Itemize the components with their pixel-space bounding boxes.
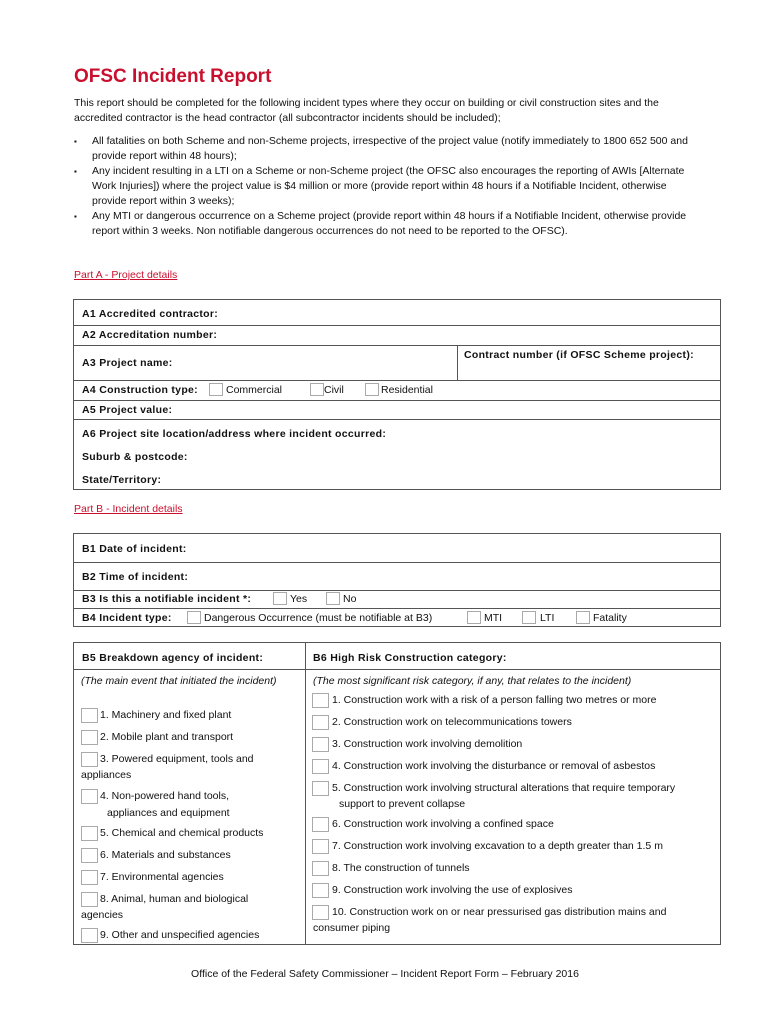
- b5-checkbox-3[interactable]: [81, 752, 98, 767]
- incident-type-list: [74, 134, 699, 239]
- b6-item-10: 10. Construction work on or near pressurised gas distribution mains and: [332, 906, 667, 918]
- b5-item-3: 3. Powered equipment, tools and: [100, 753, 254, 765]
- a2-label: A2 Accreditation number:: [82, 329, 218, 341]
- civil-label: Civil: [324, 384, 344, 396]
- b6-item-6: 6. Construction work involving a confined space: [332, 818, 554, 830]
- a5-row[interactable]: [74, 401, 720, 420]
- list-item: ▪ All fatalities on both Scheme and non-Scheme projects, irrespective of the project value (notify immediately to 1800 652 500 and provide report within 48 hours);: [74, 134, 699, 164]
- page-title: OFSC Incident Report: [74, 66, 272, 87]
- b5-item-4: 4. Non-powered hand tools,: [100, 790, 229, 802]
- dangerous-occurrence-checkbox[interactable]: [187, 611, 201, 624]
- b5-note: (The main event that initiated the incident): [81, 675, 277, 687]
- b6-item-10-cont: consumer piping: [313, 922, 391, 934]
- b5-checkbox-4[interactable]: [81, 789, 98, 804]
- b5-label: B5 Breakdown agency of incident:: [82, 652, 264, 664]
- b5-item-9: 9. Other and unspecified agencies: [100, 929, 260, 941]
- list-item: ▪ Any incident resulting in a LTI on a Scheme or non-Scheme project (the OFSC also encourages the reporting of AWIs [Alternate Work Injuries]) where the project value is $4 million or more (provide report within 48 hours if a Notifiable Incident, otherwise provide report within 3 weeks);: [74, 164, 699, 209]
- part-a-heading: Part A - Project details: [74, 269, 178, 281]
- civil-checkbox[interactable]: [310, 383, 324, 396]
- a1-label: A1 Accredited contractor:: [82, 308, 219, 320]
- yes-label: Yes: [290, 593, 308, 605]
- b6-item-5: 5. Construction work involving structural alterations that require temporary: [332, 782, 676, 794]
- page-footer: Office of the Federal Safety Commissioner – Incident Report Form – February 2016: [191, 968, 579, 980]
- b3-row: [74, 591, 720, 609]
- b6-checkbox-5[interactable]: [312, 781, 329, 796]
- b5-item-7: 7. Environmental agencies: [100, 871, 224, 883]
- mti-label: MTI: [484, 612, 503, 624]
- b6-checkbox-2[interactable]: [312, 715, 329, 730]
- state-label: State/Territory:: [82, 474, 162, 486]
- a4-label: A4 Construction type:: [82, 384, 198, 396]
- b6-checkbox-3[interactable]: [312, 737, 329, 752]
- b5-b6-table: [73, 642, 721, 945]
- dangerous-occurrence-label: Dangerous Occurrence (must be notifiable at B3): [204, 612, 433, 624]
- no-label: No: [343, 593, 357, 605]
- b4-label: B4 Incident type:: [82, 612, 172, 624]
- b6-item-8: 8. The construction of tunnels: [332, 862, 470, 874]
- b3-label: B3 Is this a notifiable incident *:: [82, 593, 252, 605]
- b4-row: [74, 609, 720, 628]
- commercial-label: Commercial: [226, 384, 283, 396]
- a6-row[interactable]: [74, 420, 720, 491]
- part-b-heading: Part B - Incident details: [74, 503, 183, 515]
- part-b-form: [73, 533, 721, 627]
- b5-checkbox-5[interactable]: [81, 826, 98, 841]
- b5-checkbox-1[interactable]: [81, 708, 98, 723]
- a5-label: A5 Project value:: [82, 404, 173, 416]
- b6-checkbox-10[interactable]: [312, 905, 329, 920]
- suburb-label: Suburb & postcode:: [82, 451, 188, 463]
- b5-checkbox-7[interactable]: [81, 870, 98, 885]
- b6-item-2: 2. Construction work on telecommunications towers: [332, 716, 572, 728]
- b6-item-4: 4. Construction work involving the disturbance or removal of asbestos: [332, 760, 656, 772]
- b5-item-6: 6. Materials and substances: [100, 849, 231, 861]
- fatality-label: Fatality: [593, 612, 627, 624]
- b6-item-3: 3. Construction work involving demolition: [332, 738, 523, 750]
- commercial-checkbox[interactable]: [209, 383, 223, 396]
- b5-item-1: 1. Machinery and fixed plant: [100, 709, 232, 721]
- b6-checkbox-7[interactable]: [312, 839, 329, 854]
- b5-item-2: 2. Mobile plant and transport: [100, 731, 234, 743]
- a1-row[interactable]: [74, 300, 720, 326]
- contract-number-label: Contract number (if OFSC Scheme project):: [464, 349, 694, 361]
- b5-checkbox-9[interactable]: [81, 928, 98, 943]
- b6-checkbox-9[interactable]: [312, 883, 329, 898]
- a4-row: [74, 381, 720, 401]
- b5-checkbox-8[interactable]: [81, 892, 98, 907]
- b6-checkbox-1[interactable]: [312, 693, 329, 708]
- list-item: ▪ Any MTI or dangerous occurrence on a Scheme project (provide report within 48 hours if a Notifiable Incident, otherwise provide report within 3 weeks. Non notifiable dangerous occurrences do not need to be reported to the OFSC).: [74, 209, 699, 239]
- notifiable-yes-checkbox[interactable]: [273, 592, 287, 605]
- b6-item-7: 7. Construction work involving excavation to a depth greater than 1.5 m: [332, 840, 663, 852]
- lti-label: LTI: [540, 612, 555, 624]
- b6-item-9: 9. Construction work involving the use of explosives: [332, 884, 573, 896]
- b6-note: (The most significant risk category, if any, that relates to the incident): [313, 675, 632, 687]
- a3-row[interactable]: [74, 346, 720, 381]
- b6-checkbox-8[interactable]: [312, 861, 329, 876]
- b5-checkbox-2[interactable]: [81, 730, 98, 745]
- part-a-form: [73, 299, 721, 490]
- b5-item-8: 8. Animal, human and biological: [100, 893, 249, 905]
- b2-label: B2 Time of incident:: [82, 571, 189, 583]
- b6-item-1: 1. Construction work with a risk of a person falling two metres or more: [332, 694, 657, 706]
- residential-label: Residential: [381, 384, 433, 396]
- intro-text: This report should be completed for the following incident types where they occur on building or civil construction sites and the accredited contractor is the head contractor (all subcontractor incidents should be included);: [74, 97, 659, 124]
- fatality-checkbox[interactable]: [576, 611, 590, 624]
- b1-row[interactable]: [74, 534, 720, 563]
- b6-checkbox-4[interactable]: [312, 759, 329, 774]
- notifiable-no-checkbox[interactable]: [326, 592, 340, 605]
- b6-label: B6 High Risk Construction category:: [313, 652, 507, 664]
- b5-item-8-cont: agencies: [81, 909, 124, 921]
- b5-item-3-cont: appliances: [81, 769, 132, 781]
- b6-item-5-cont: support to prevent collapse: [339, 798, 466, 810]
- b5-item-4-cont: appliances and equipment: [107, 807, 230, 819]
- b5-item-5: 5. Chemical and chemical products: [100, 827, 264, 839]
- a6-label: A6 Project site location/address where incident occurred:: [82, 428, 387, 440]
- b6-checkbox-6[interactable]: [312, 817, 329, 832]
- b5-checkbox-6[interactable]: [81, 848, 98, 863]
- mti-checkbox[interactable]: [467, 611, 481, 624]
- lti-checkbox[interactable]: [522, 611, 536, 624]
- residential-checkbox[interactable]: [365, 383, 379, 396]
- b1-label: B1 Date of incident:: [82, 543, 187, 555]
- a2-row[interactable]: [74, 326, 720, 346]
- b2-row[interactable]: [74, 563, 720, 591]
- a3-label: A3 Project name:: [82, 357, 173, 369]
